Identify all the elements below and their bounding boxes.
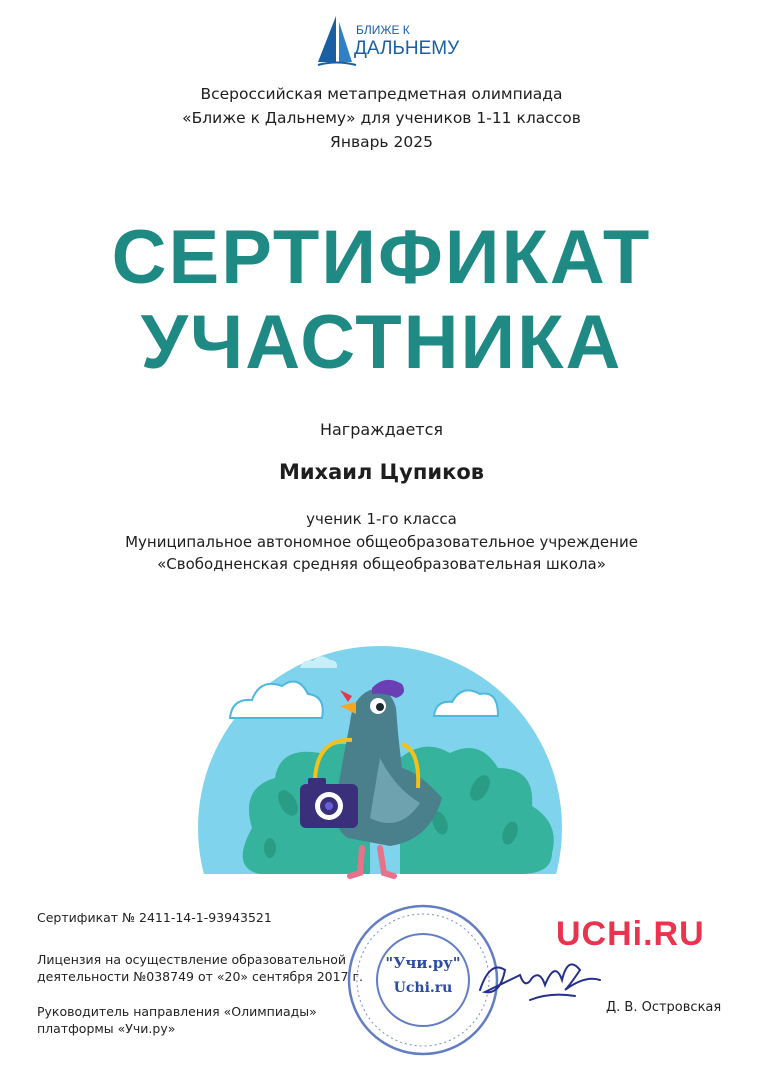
recipient-grade: ученик 1-го класса [306,510,457,528]
camera-icon [300,778,358,828]
awarded-label: Награждается [319,420,444,439]
school-name: «Свободненская средняя общеобразовательная школа» [157,555,606,573]
stamp-text-2: Uchi.ru [393,980,453,996]
olympiad-subtitle: «Ближе к Дальнему» для учеников 1-11 классов [182,109,581,127]
blizhe-k-dalnemu-logo [316,12,460,70]
head-title-line-1: Руководитель направления «Олимпиады» [37,1004,317,1019]
olympiad-date: Январь 2025 [330,133,433,151]
certificate-title-second-line: УЧАСТНИКА [140,300,623,385]
stamp-text-1: "Учи.ру" [385,954,461,972]
logo-text-bottom: ДАЛЬНЕМУ [354,38,460,59]
certificate-title: СЕРТИФИКАТ [111,215,652,300]
license-line-1: Лицензия на осуществление образовательной [37,952,347,967]
pigeon-camera-illustration [180,628,580,888]
uchi-ru-logo: UCHi.RU [556,915,705,953]
license-line-2: деятельности №038749 от «20» сентября 2017 г. [37,969,364,984]
signer-name: Д. В. Островская [606,1000,722,1015]
logo-text-top: БЛИЖЕ К [356,23,410,37]
head-title-line-2: платформы «Учи.ру» [37,1021,176,1036]
school-type: Муниципальное автономное общеобразовательное учреждение [125,533,638,551]
olympiad-name: Всероссийская метапредметная олимпиада [200,85,563,103]
recipient-name: Михаил Цупиков [278,460,485,484]
certificate-number: Сертификат № 2411-14-1-93943521 [37,910,272,925]
